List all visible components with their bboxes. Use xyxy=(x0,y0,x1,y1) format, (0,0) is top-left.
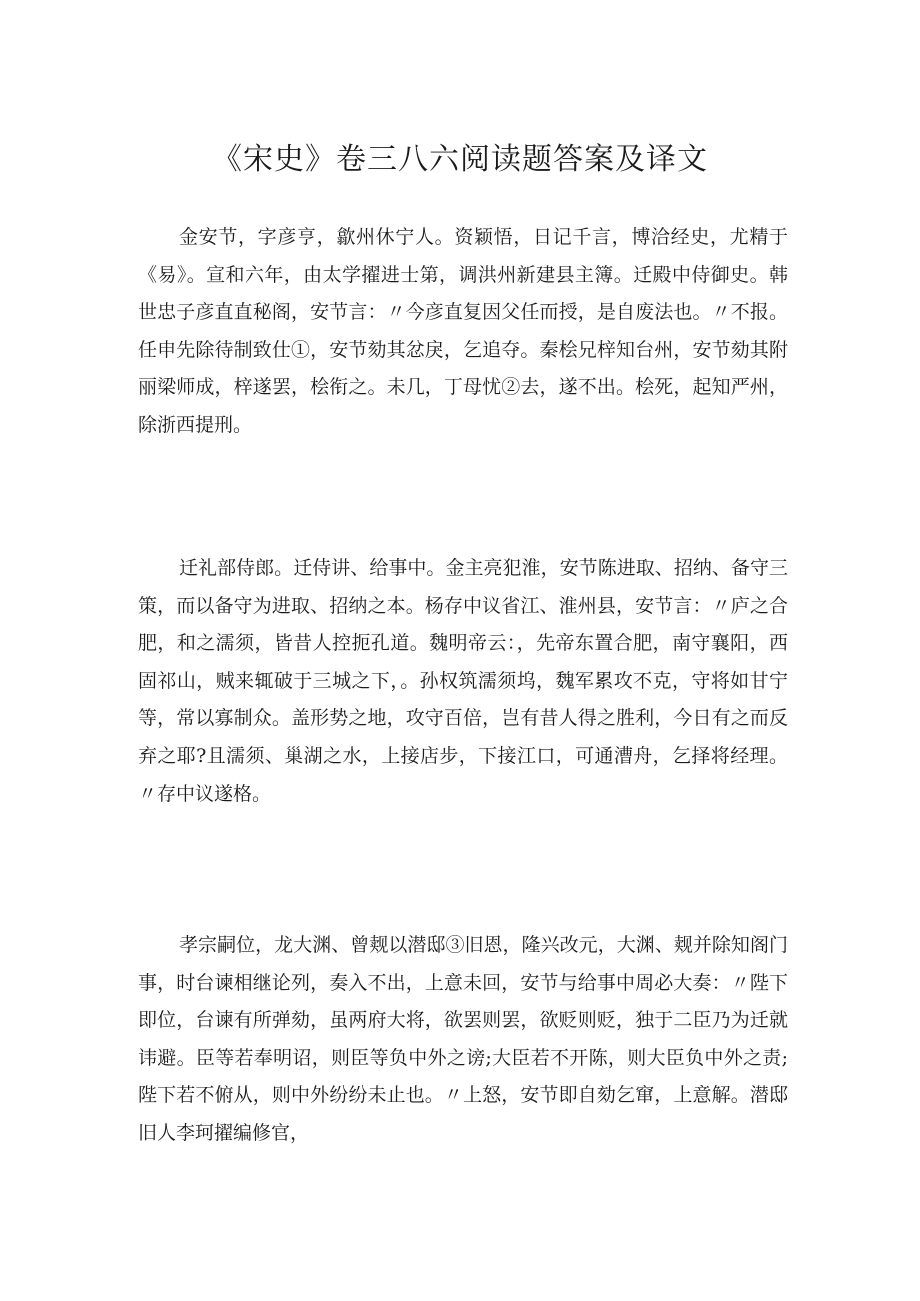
paragraph-3: 孝宗嗣位，龙大渊、曾觌以潜邸③旧恩，隆兴改元，大渊、觌并除知阁门事，时台谏相继论列，奏入不出，上意未回，安节与给事中周必大奏：〃陛下即位，台谏有所弹劾，虽两府大将，欲罢则罢，欲贬则贬，独于二臣乃为迁就讳避。臣等若奉明诏，则臣等负中外之谤;大臣若不开陈，则大臣负中外之责;陛下若不俯从，则中外纷纷未止也。〃上怒，安节即自劾乞窜，上意解。潜邸旧人李珂擢编修官， xyxy=(138,934,788,1144)
paragraph-2: 迁礼部侍郎。迁侍讲、给事中。金主亮犯淮，安节陈进取、招纳、备守三策，而以备守为进取、招纳之本。杨存中议省江、淮州县，安节言：〃庐之合肥，和之濡须，皆昔人控扼孔道。魏明帝云：，先帝东置合肥，南守襄阳，西固祁山，贼来辄破于三城之下，。孙权筑濡须坞，魏军累攻不克，守将如甘宁等，常以寡制众。盖形势之地，攻守百倍，岂有昔人得之胜利，今日有之而反弃之耶?且濡须、巢湖之水，上接店步，下接江口，可通漕舟，乞择将经理。〃存中议遂格。 xyxy=(138,557,788,805)
paragraph-1: 金安节，字彦亨，歙州休宁人。资颖悟，日记千言，博洽经史，尤精于《易》。宣和六年，由太学擢进士第，调洪州新建县主簿。迁殿中侍御史。韩世忠子彦直直秘阁，安节言：〃今彦直复因父任而授，是自废法也。〃不报。任申先除待制致仕①，安节劾其忿戾，乞追夺。秦桧兄梓知台州，安节劾其附丽梁师成，梓遂罢，桧衔之。未几，丁母忧②去，遂不出。桧死，起知严州，除浙西提刑。 xyxy=(138,226,788,436)
document-title: 《宋史》卷三八六阅读题答案及译文 xyxy=(212,142,708,177)
